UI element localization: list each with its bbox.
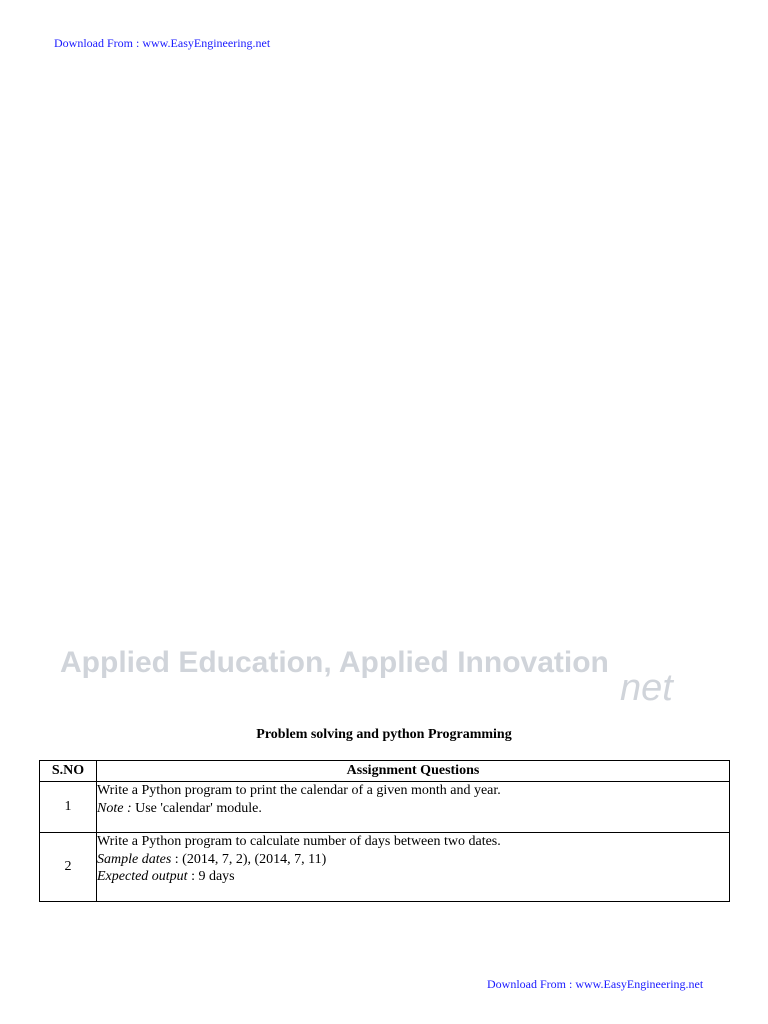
footer-download-link[interactable]: Download From : www.EasyEngineering.net: [487, 977, 704, 991]
table-header-row: [40, 761, 730, 782]
question-text: Write a Python program to calculate number of days between two dates.: [97, 834, 501, 849]
watermark-logo: [60, 640, 720, 710]
header-download-link[interactable]: Download From : www.EasyEngineering.net: [54, 36, 271, 50]
question-cell: [97, 833, 730, 902]
expected-label: Expected output: [97, 869, 188, 884]
expected-text: : 9 days: [187, 869, 235, 884]
note-label: Note :: [97, 800, 132, 816]
document-title: Problem solving and python Programming: [256, 727, 512, 742]
sno-cell: 2: [40, 833, 97, 902]
question-expected: [97, 868, 729, 886]
question-note: [97, 800, 729, 818]
sample-text: : (2014, 7, 2), (2014, 7, 11): [171, 851, 327, 867]
sno-cell: 1: [40, 782, 97, 833]
question-sample: [97, 851, 729, 869]
table-row: [40, 833, 730, 902]
note-text: Use 'calendar' module.: [131, 800, 262, 816]
assignment-table: [39, 760, 730, 902]
question-cell: [97, 782, 730, 833]
question-text: Write a Python program to print the calendar of a given month and year.: [97, 783, 501, 798]
sample-label: Sample dates: [97, 851, 172, 867]
sno-header: S.NO: [40, 761, 97, 782]
questions-header: Assignment Questions: [97, 761, 730, 782]
table-row: [40, 782, 730, 833]
watermark-text: Applied Education, Applied Innovation: [60, 646, 609, 679]
watermark-suffix: net: [620, 667, 673, 709]
